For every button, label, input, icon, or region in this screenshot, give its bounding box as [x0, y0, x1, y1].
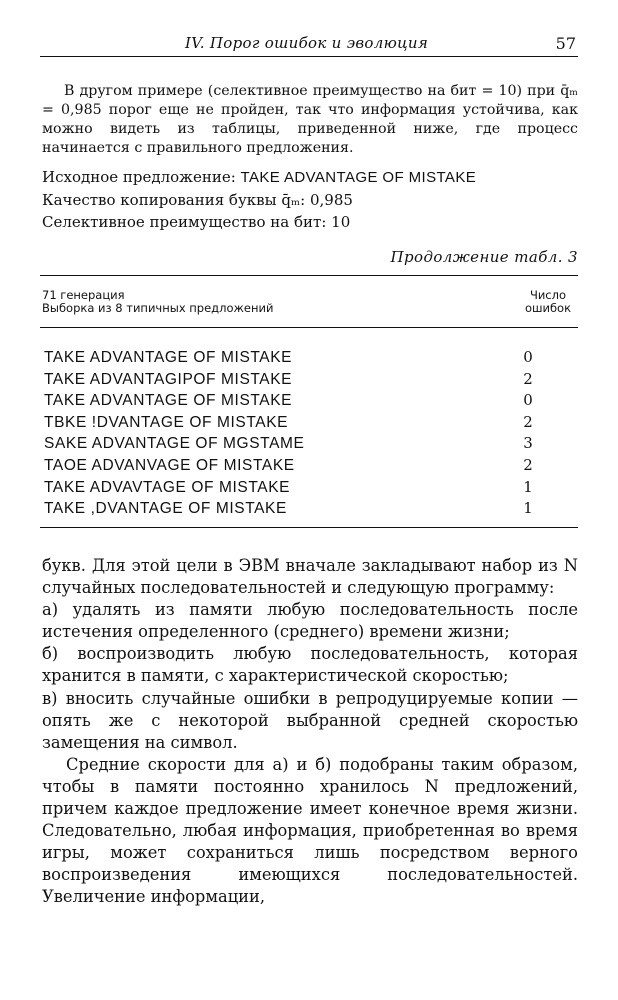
row-sentence: SAKE ADVANTAGE OF MGSTAME [44, 435, 305, 453]
table-row [44, 455, 578, 477]
selective-advantage-line [42, 211, 578, 233]
table-row [44, 498, 578, 520]
row-errors: 3 [523, 434, 533, 453]
row-errors: 1 [523, 499, 533, 518]
table-row [44, 390, 578, 412]
table-row [44, 477, 578, 499]
row-errors: 0 [523, 348, 533, 366]
header-sample-label: Выборка из 8 типичных предложений [42, 301, 274, 315]
row-sentence: TAKE ,DVANTAGE OF MISTAKE [44, 500, 287, 518]
row-sentence: TBKE !DVANTAGE OF MISTAKE [44, 413, 289, 431]
selective-advantage-label: Селективное преимущество на бит: [42, 213, 327, 231]
initial-sentence-line [42, 166, 578, 189]
table-bottom-rule [40, 527, 578, 528]
body-paragraph-2: Средние скорости для а) и б) подобраны таким образом, чтобы в памяти постоянно хранилось N предложений, причем каждое предложение имеет конечное время жизни. Следовательно, любая информация, приобретенная во время игры, может сохраниться лишь посредством верного воспроизведения имеющихся последовательностей. Увеличение информации, [42, 754, 578, 907]
copy-quality-value: 0,985 [309, 191, 353, 209]
table-row [44, 369, 578, 391]
copy-quality-label: Качество копирования буквы q̄ₘ: [42, 191, 306, 209]
running-header [40, 34, 578, 57]
table-row [44, 433, 578, 455]
row-sentence: TAOE ADVANVAGE OF MISTAKE [44, 456, 295, 474]
body-paragraph-1: букв. Для этой цели в ЭВМ вначале закладывают набор из N случайных последовательностей и следующую программу: [42, 556, 578, 598]
row-sentence: TAKE ADVANTAGE OF MISTAKE [44, 349, 293, 366]
row-errors: 2 [523, 455, 533, 474]
sample-table [40, 275, 578, 528]
header-errors-line1: Число [529, 288, 567, 302]
row-sentence: TAKE ADVANTAGIPOF MISTAKE [44, 370, 293, 388]
row-errors: 0 [523, 391, 533, 410]
program-item-c: в) вносить случайные ошибки в репродуцируемые копии — опять же с некоторой выбранной средней скоростью замещения на символ. [42, 688, 578, 752]
table-header-errors [518, 289, 578, 315]
table-header-rule [40, 327, 578, 328]
intro-paragraph [42, 82, 578, 158]
body-text [42, 555, 578, 909]
program-item-b: б) воспроизводить любую последовательность, которая хранится в памяти, с характеристической скоростью; [42, 644, 578, 686]
program-item-a: а) удалять из памяти любую последовательность после истечения определенного (среднего) времени жизни; [42, 600, 578, 642]
row-errors: 2 [523, 369, 533, 388]
row-errors: 1 [523, 477, 533, 496]
initial-sentence-label: Исходное предложение: [42, 168, 236, 186]
table-top-rule [40, 275, 578, 276]
intro-text: В другом примере (селективное преимущество на бит = 10) при q̄ₘ = 0,985 порог еще не пройден, так что информация устойчива, как можно видеть из таблицы, приведенной ниже, где процесс начинается с правильного предложения. [42, 83, 578, 156]
table-row [44, 347, 578, 369]
running-title: IV. Порог ошибок и эволюция [185, 34, 429, 52]
row-sentence: TAKE ADVAVTAGE OF MISTAKE [44, 478, 291, 496]
header-errors-line2: ошибок [524, 301, 572, 315]
copy-quality-line [42, 189, 578, 211]
table-row [44, 412, 578, 434]
row-errors: 2 [523, 412, 533, 431]
table-caption: Продолжение табл. 3 [390, 248, 578, 266]
row-sentence: TAKE ADVANTAGE OF MISTAKE [44, 392, 293, 410]
header-generation-label: 71 генерация [42, 288, 125, 302]
selective-advantage-value: 10 [331, 213, 351, 231]
parameters-block [42, 166, 578, 233]
page-number: 57 [555, 34, 576, 53]
initial-sentence-value: TAKE ADVANTAGE OF MISTAKE [240, 169, 477, 186]
table-header-generation [42, 289, 273, 315]
table-rows [44, 347, 578, 520]
